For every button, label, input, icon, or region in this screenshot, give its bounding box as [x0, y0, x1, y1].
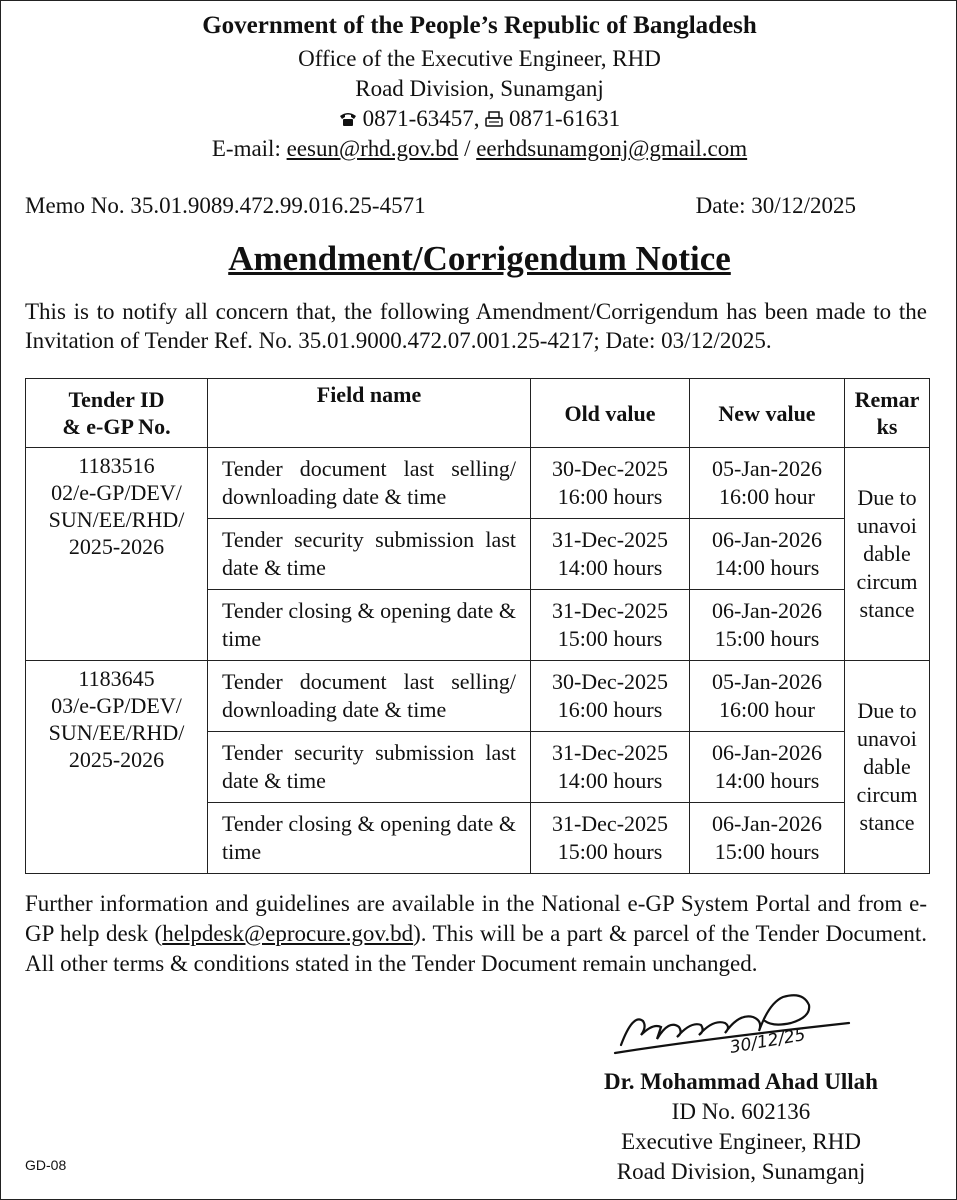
division-name: Road Division, Sunamganj [355, 76, 604, 101]
table-row [26, 661, 930, 732]
email-link-2[interactable]: eerhdsunamgonj@gmail.com [476, 136, 748, 161]
old-value-cell: 30-Dec-2025 16:00 hours [531, 661, 690, 732]
email-label: E-mail: [211, 136, 281, 161]
field-name-cell: Tender closing & opening date & time [208, 803, 531, 874]
field-name-cell: Tender closing & opening date & time [208, 590, 531, 661]
field-name-cell: Tender security submission last date & time [208, 519, 531, 590]
fax-icon [485, 106, 509, 131]
tender-id-cell: 1183645 03/e-GP/DEV/ SUN/EE/RHD/ 2025-2026 [26, 661, 208, 874]
signatory-name: Dr. Mohammad Ahad Ullah [604, 1069, 878, 1094]
email-line [1, 134, 957, 164]
office-name: Office of the Executive Engineer, RHD [298, 46, 661, 71]
header-remarks: Remar ks [845, 379, 930, 448]
form-code: GD-08 [25, 1157, 67, 1173]
further-information-paragraph: Further information and guidelines are available in the National e-GP System Portal and from e-GP help desk (helpdesk@eprocure.gov.bd). This will be a part & parcel of the Tender Document. All other terms & conditions stated in the Tender Document remain unchanged. [25, 891, 927, 976]
field-name-cell: Tender document last selling/ downloading date & time [208, 448, 531, 519]
new-value-cell: 06-Jan-2026 15:00 hours [690, 803, 845, 874]
table-row [26, 448, 930, 519]
new-value-cell: 05-Jan-2026 16:00 hour [690, 448, 845, 519]
table-header-row [26, 379, 930, 448]
signatory-id: ID No. 602136 [671, 1099, 811, 1124]
email-link-1[interactable]: eesun@rhd.gov.bd [286, 136, 459, 161]
header-new-value: New value [690, 379, 845, 448]
email-separator: / [464, 136, 471, 161]
new-value-cell: 06-Jan-2026 14:00 hours [690, 519, 845, 590]
new-value-cell: 06-Jan-2026 14:00 hours [690, 732, 845, 803]
memo-number: Memo No. 35.01.9089.472.99.016.25-4571 [25, 193, 426, 218]
intro-paragraph: This is to notify all concern that, the following Amendment/Corrigendum has been made to the Invitation of Tender Ref. No. 35.01.9000.472.07.001.25-4217; Date: 03/12/2025. [25, 299, 927, 353]
phone-number: 0871-63457, [362, 106, 480, 131]
contact-line [1, 104, 957, 134]
new-value-cell: 05-Jan-2026 16:00 hour [690, 661, 845, 732]
old-value-cell: 31-Dec-2025 15:00 hours [531, 803, 690, 874]
signatory-division: Road Division, Sunamganj [616, 1159, 866, 1184]
tender-id-cell: 1183516 02/e-GP/DEV/ SUN/EE/RHD/ 2025-2026 [26, 448, 208, 661]
handwritten-signature [613, 983, 853, 1063]
notice-title: Amendment/Corrigendum Notice [228, 239, 731, 278]
fax-number: 0871-61631 [509, 106, 621, 131]
new-value-cell: 06-Jan-2026 15:00 hours [690, 590, 845, 661]
amendment-table [25, 378, 930, 874]
telephone-icon [339, 106, 363, 131]
government-title: Government of the People’s Republic of Bangladesh [202, 12, 757, 39]
remarks-cell: Due to unavoi dable circum stance [845, 448, 930, 661]
header-old-value: Old value [531, 379, 690, 448]
field-name-cell: Tender document last selling/ downloading date & time [208, 661, 531, 732]
header-tender-id: Tender ID & e-GP No. [26, 379, 208, 448]
old-value-cell: 31-Dec-2025 15:00 hours [531, 590, 690, 661]
old-value-cell: 31-Dec-2025 14:00 hours [531, 519, 690, 590]
header-field-name: Field name [208, 379, 531, 448]
signatory-designation: Executive Engineer, RHD [621, 1129, 861, 1154]
memo-date: Date: 30/12/2025 [695, 193, 856, 218]
old-value-cell: 31-Dec-2025 14:00 hours [531, 732, 690, 803]
remarks-cell: Due to unavoi dable circum stance [845, 661, 930, 874]
old-value-cell: 30-Dec-2025 16:00 hours [531, 448, 690, 519]
field-name-cell: Tender security submission last date & time [208, 732, 531, 803]
helpdesk-email-link[interactable]: helpdesk@eprocure.gov.bd [162, 921, 414, 946]
svg-text:30/12/25: 30/12/25 [728, 1024, 808, 1058]
